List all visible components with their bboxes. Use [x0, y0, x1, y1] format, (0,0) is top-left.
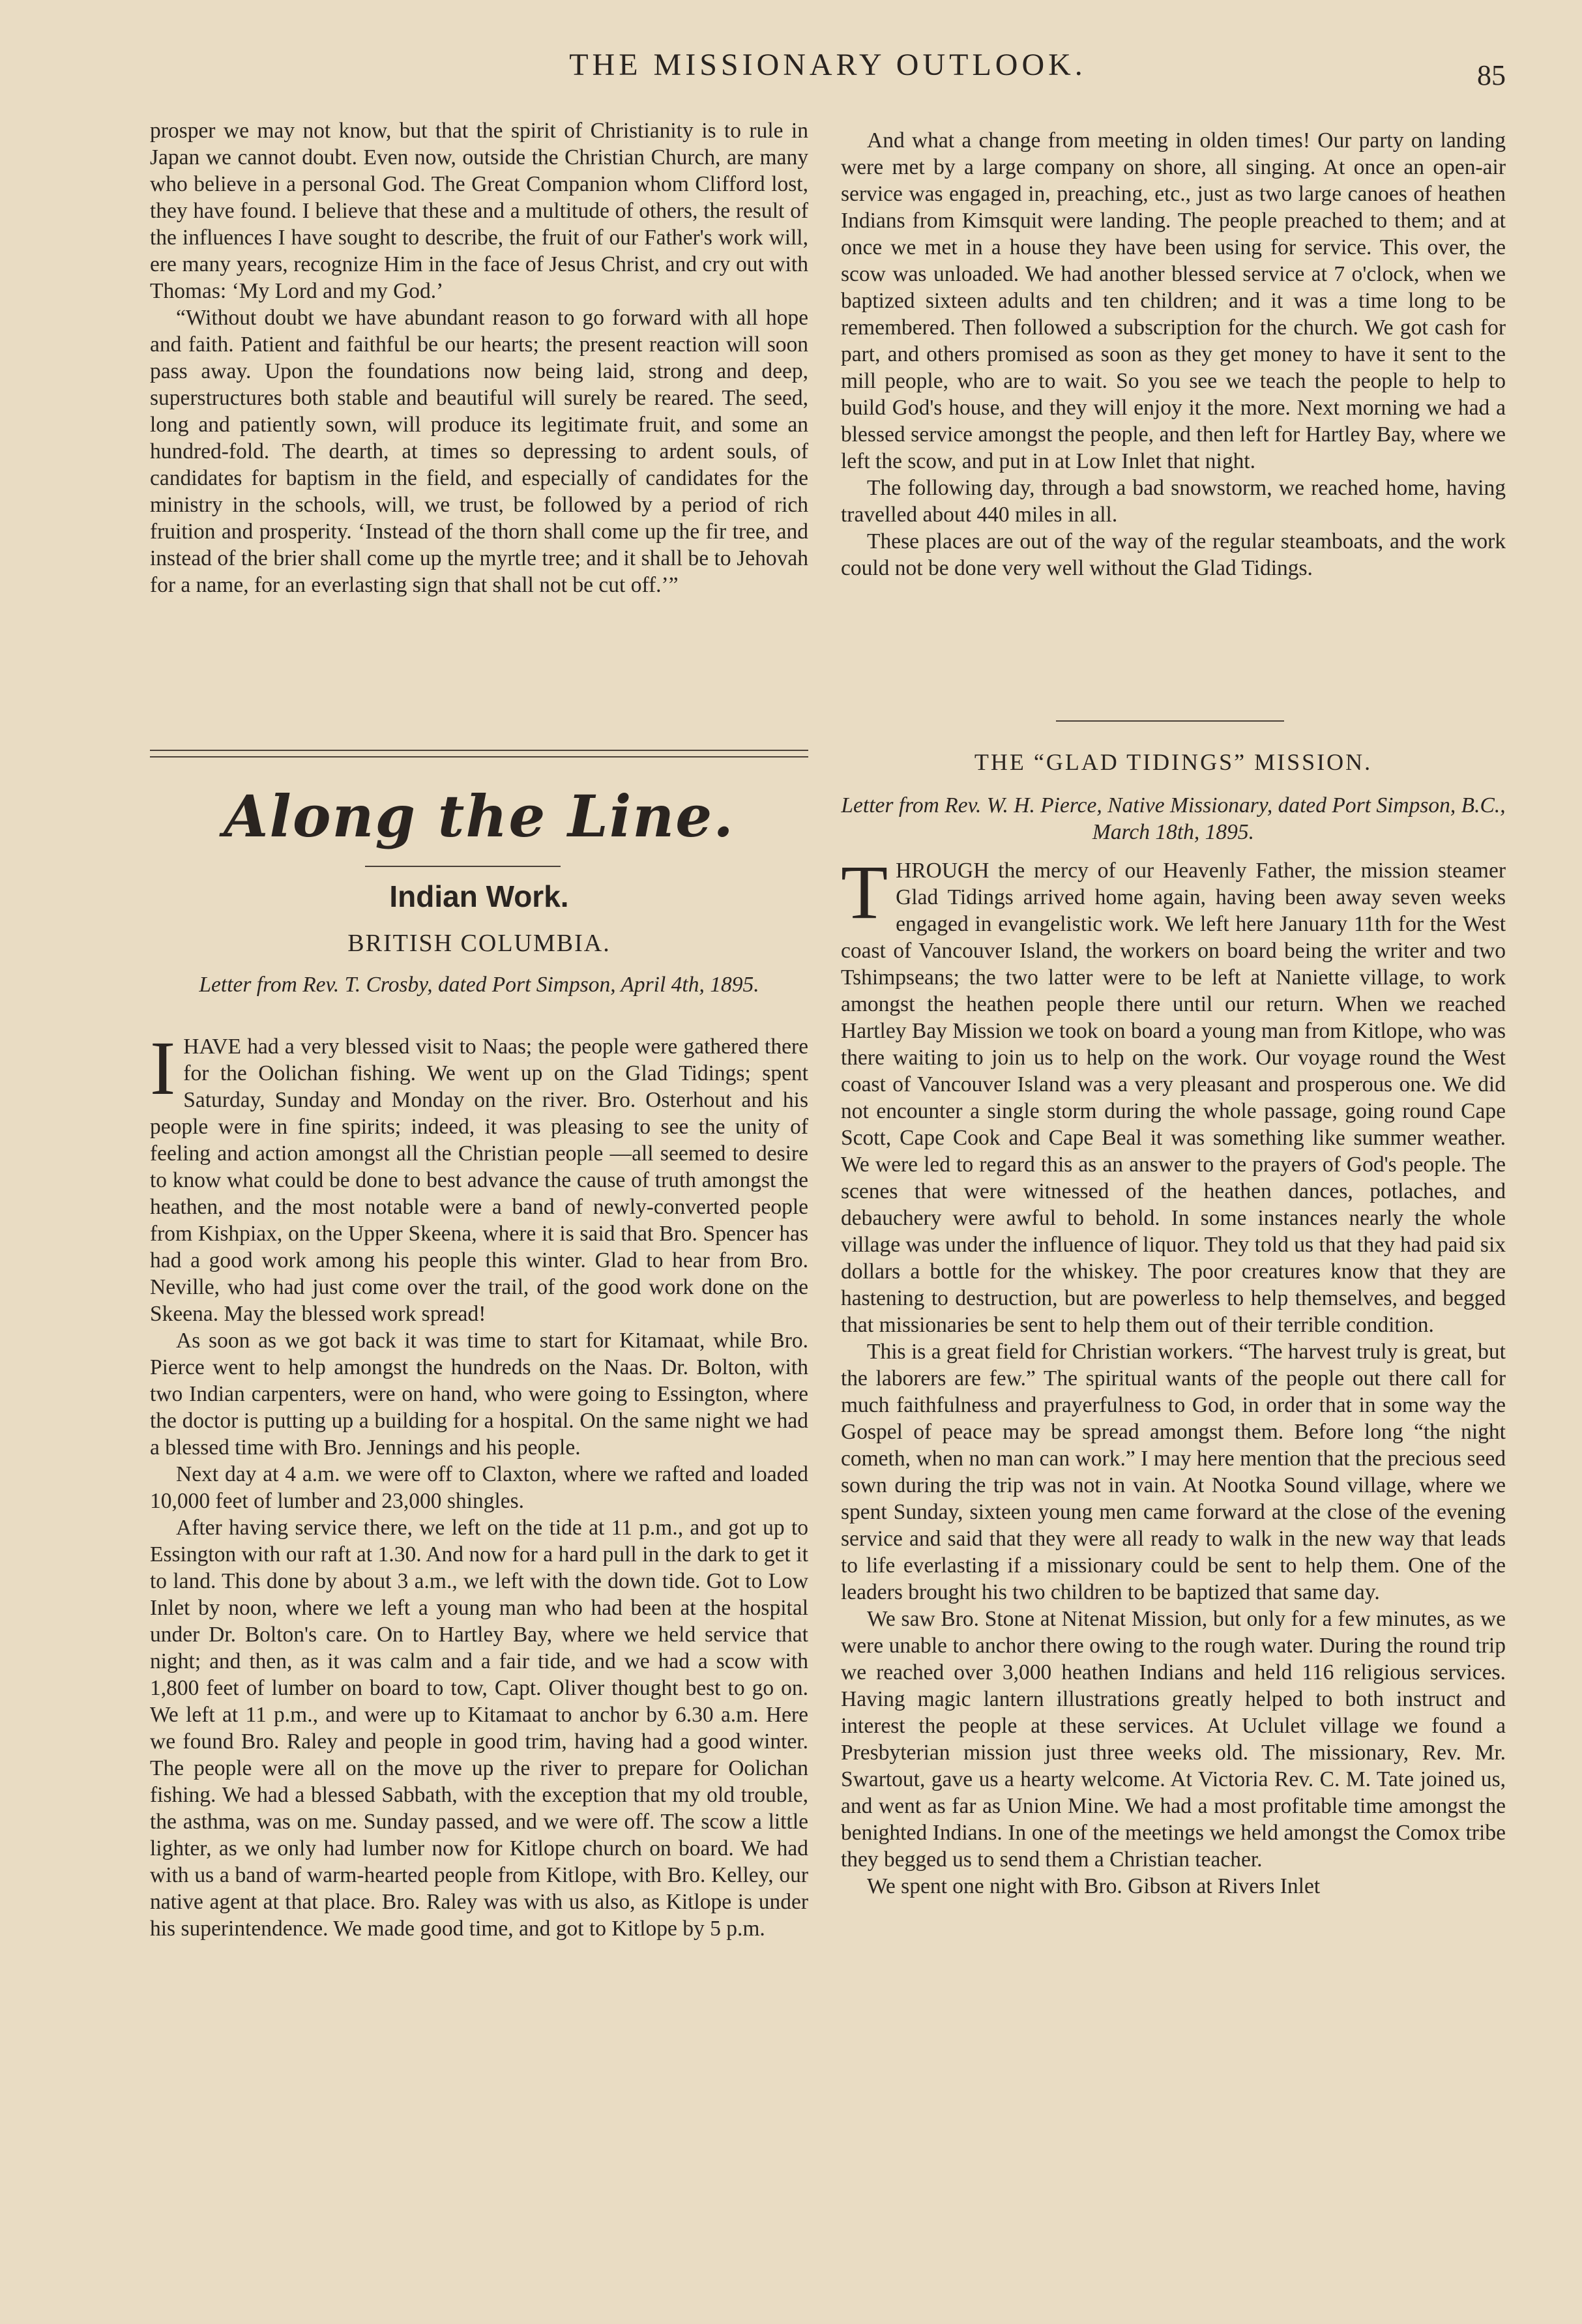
running-title: THE MISSIONARY OUTLOOK.	[569, 48, 1087, 82]
department-title: Along the Line.	[224, 782, 735, 850]
subsection-heading: BRITISH COLUMBIA.	[347, 930, 611, 957]
section-divider	[150, 750, 808, 758]
letter-byline: Letter from Rev. T. Crosby, dated Port Simpson, April 4th, 1895.	[199, 973, 759, 997]
paragraph: We spent one night with Bro. Gibson at Rivers Inlet	[867, 1874, 1321, 1898]
paragraph: We saw Bro. Stone at Nitenat Mission, but only for a few minutes, as we were unable to anchor there owing to the rough water. During the round trip we reached over 3,000 heathen Indians and held 116 religious services. Having magic lantern illustrations greatly helped to both instruct and interest the people at these services. At Uclulet village we found a Presbyterian mission just three weeks old. The missionary, Rev. Mr. Swartout, gave us a hearty welcome. At Victoria Rev. C. M. Tate joined us, and went as far as Union Mine. We had a most profitable time amongst the benighted Indians. In one of the meetings we held amongst the Comox tribe they begged us to send them a Christian teacher.	[841, 1607, 1506, 1872]
paragraph: As soon as we got back it was time to start for Kitamaat, while Bro. Pierce went to help amongst the hundreds on the Naas. Dr. Bolton, with two Indian carpenters, were on hand, who were going to Essington, where the doctor is putting up a building for a hospital. On the same night we had a blessed time with Bro. Jennings and his people.	[150, 1329, 808, 1460]
paragraph: HROUGH the mercy of our Heavenly Father, the mission steamer Glad Tidings arrived home again, having been away seven weeks engaged in evangelistic work. We left here January 11th for the West coast of Vancouver Island, the workers on board being the writer and two Tshimpseans; the two latter were to be left at Naniette village, to work amongst the heathen people there until our return. When we reached Hartley Bay Mission we took on board a young man from Kitlope, who was there waiting to join us to help on the work. Our voyage round the West coast of Vancouver Island was a very pleasant and prosperous one. We did not encounter a single storm during the whole passage, going round Cape Scott, Cape Cook and Cape Beal it was something like summer weather. We were led to regard this as an answer to the prayers of God's people. The scenes that were witnessed of the heathen dances, potlaches, and debauchery were awful to behold. In some instances nearly the whole village was under the influence of liquor. They told us that they had paid six dollars a bottle for the whiskey. The poor creatures know that they are hastening to destruction, but are powerless to help themselves, and begged that missionaries be sent to help them out of their terrible condition.	[841, 859, 1506, 1337]
section-rule	[1056, 720, 1284, 722]
paragraph: “Without doubt we have abundant reason to go forward with all hope and faith. Patient and faithful be our hearts; the present reaction will soon pass away. Upon the foundations now being laid, strong and deep, superstructures both stable and beautiful will surely be reared. The seed, long and patiently sown, will produce its legitimate fruit, and some an hundred-fold. The dearth, at times so depressing to ardent souls, of candidates for baptism in the field, and especially of candidates for the ministry in the schools, will, we trust, be followed by a period of rich fruition and prosperity. ‘Instead of the thorn shall come up the fir tree, and instead of the brier shall come up the myrtle tree; and it shall be to Jehovah for a name, for an everlasting sign that shall not be cut off.’”	[150, 306, 808, 597]
drop-cap: I	[150, 1025, 176, 1111]
right-column-article	[841, 849, 1506, 1900]
left-column-top	[150, 117, 808, 598]
paragraph: The following day, through a bad snowstorm, we reached home, having travelled about 440 miles in all.	[841, 476, 1506, 527]
page-header	[150, 47, 1506, 93]
paragraph: Next day at 4 a.m. we were off to Claxton, where we rafted and loaded 10,000 feet of lumber and 23,000 shingles.	[150, 1462, 808, 1513]
drop-cap: T	[841, 849, 888, 935]
left-column-article	[150, 1025, 808, 1942]
paragraph: These places are out of the way of the regular steamboats, and the work could not be done very well without the Glad Tidings.	[841, 529, 1506, 580]
right-column-top	[841, 127, 1506, 581]
paragraph: This is a great field for Christian workers. “The harvest truly is great, but the laborers are few.” The spiritual wants of the people out there call for much faithfulness and prayerfulness to God, in order that in some way the Gospel of peace may be spread amongst them. Before long “the night cometh, when no man can work.” I may here mention that the precious seed sown during the trip was not in vain. At Nootka Sound village, where we spent Sunday, sixteen young men came forward at the close of the evening service and said that they were all ready to walk in the new way that leads to life everlasting if a missionary could be sent to help them. One of the leaders brought his two children to be baptized that same day.	[841, 1340, 1506, 1604]
paragraph: And what a change from meeting in olden times! Our party on landing were met by a large company on shore, all singing. At once an open-air service was engaged in, preaching, etc., just as two large canoes of heathen Indians from Kimsquit were landing. The people preached to them; and at once we met in a house they have been using for service. This over, the scow was unloaded. We had another blessed service at 7 o'clock, when we baptized sixteen adults and ten children; and it was a time long to be remembered. Then followed a subscription for the church. We got cash for part, and others promised as soon as they get money to have it sent to the mill people, who are to wait. So you see we teach the people to help to build God's house, and they will enjoy it the more. Next morning we had a blessed service amongst the people, and then left for Hartley Bay, where we left the scow, and put in at Low Inlet that night.	[841, 128, 1506, 473]
title-rule	[365, 866, 561, 867]
paragraph: After having service there, we left on the tide at 11 p.m., and got up to Essington with our raft at 1.30. And now for a hard pull in the dark to get it to land. This done by about 3 a.m., we left with the down tide. Got to Low Inlet by noon, where we left a young man who had been at the hospital under Dr. Bolton's care. On to Hartley Bay, where we held service that night; and then, as it was calm and a fair tide, and we had a scow with 1,800 feet of lumber on board to tow, Capt. Oliver thought best to go on. We left at 11 p.m., and were up to Kitamaat to anchor by 6.30 a.m. Here we found Bro. Raley and people in good trim, having had a good winter. The people were all on the move up the river to prepare for Oolichan fishing. We had a blessed Sabbath, with the exception that my old trouble, the asthma, was on me. Sunday passed, and we were off. The scow a little lighter, as we only had lumber now for Kitlope church on board. We had with us a band of warm-hearted people from Kitlope, with Bro. Kelley, our native agent at that place. Bro. Raley was with us also, as Kitlope is under his superintendence. We made good time, and got to Kitlope by 5 p.m.	[150, 1516, 808, 1941]
page-number: 85	[1477, 59, 1506, 91]
paragraph: HAVE had a very blessed visit to Naas; the people were gathered there for the Oolichan fishing. We went up on the Glad Tidings; spent Saturday, Sunday and Monday on the river. Bro. Osterhout and his people were in fine spirits; indeed, it was pleasing to see the unity of feeling and action amongst all the Christian people —all seemed to desire to know what could be done to best advance the cause of truth amongst the heathen, and the most notable were a band of newly-converted people from Kishpiax, on the Upper Skeena, where it is said that Bro. Spencer has had a good work among his people this winter. Glad to hear from Bro. Neville, who had just come over the trail, of the good work done on the Skeena. May the blessed work spread!	[150, 1035, 808, 1326]
letter-byline: Letter from Rev. W. H. Pierce, Native Missionary, dated Port Simpson, B.C., March 18th, 1895.	[841, 793, 1506, 844]
section-heading: Indian Work.	[389, 879, 569, 913]
article-title: THE “GLAD TIDINGS” MISSION.	[974, 749, 1373, 775]
paragraph: prosper we may not know, but that the spirit of Christianity is to rule in Japan we cannot doubt. Even now, outside the Christian Church, are many who believe in a personal God. The Great Companion whom Clifford lost, they have found. I believe that these and a multitude of others, the result of the influences I have sought to describe, the fruit of our Father's work will, ere many years, recognize Him in the face of Jesus Christ, and cry out with Thomas: ‘My Lord and my God.’	[150, 119, 808, 303]
